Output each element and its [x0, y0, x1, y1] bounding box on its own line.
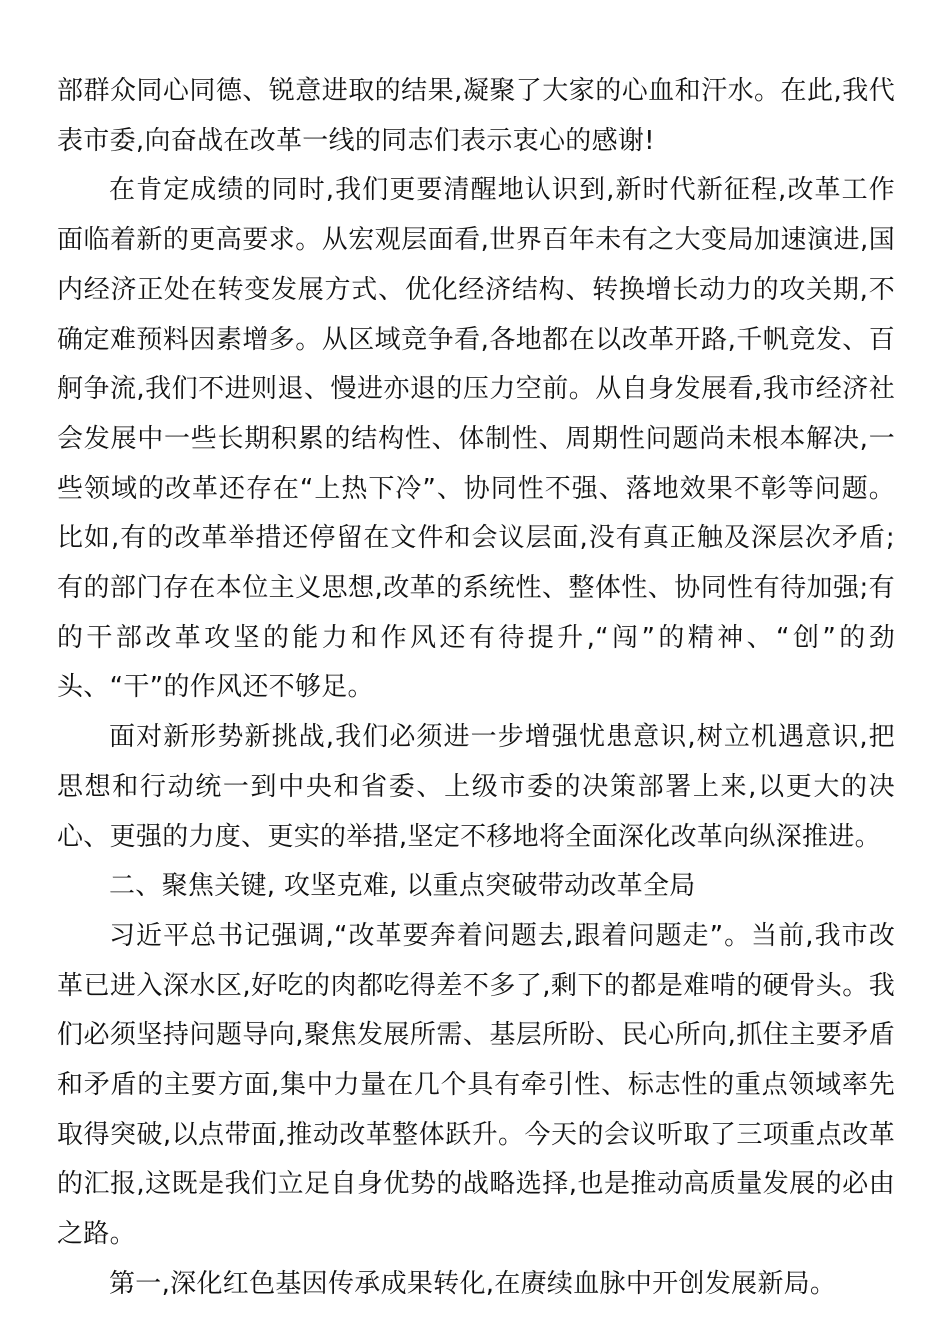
paragraph-problem-oriented: 习近平总书记强调,“改革要奔着问题去,跟着问题走”。当前,我市改革已进入深水区,好吃的肉都吃得差不多了,剩下的都是难啃的硬骨头。我们必须坚持问题导向,聚焦发展所需、基层所盼、民心所向,抓住主要矛盾和矛盾的主要方面,集中力量在几个具有牵引性、标志性的重点领域率先取得突破,以点带面,推动改革整体跃升。今天的会议听取了三项重点改革的汇报,这既是我们立足自身优势的战略选择,也是推动高质量发展的必由之路。	[57, 920, 895, 1250]
paragraph-first-point: 第一,深化红色基因传承成果转化,在赓续血脉中开创发展新局。	[109, 1268, 837, 1299]
paragraph-challenges: 在肯定成绩的同时,我们更要清醒地认识到,新时代新征程,改革工作面临着新的更高要求。从宏观层面看,世界百年未有之大变局加速演进,国内经济正处在转变发展方式、优化经济结构、转换增长动力的攻关期,不确定难预料因素增多。从区域竞争看,各地都在以改革开路,千帆竞发、百舸争流,我们不进则退、慢进亦退的压力空前。从自身发展看,我市经济社会发展中一些长期积累的结构性、体制性、周期性问题尚未根本解决,一些领域的改革还存在“上热下冷”、协同性不强、落地效果不彰等问题。比如,有的改革举措还停留在文件和会议层面,没有真正触及深层次矛盾;有的部门存在本位主义思想,改革的系统性、整体性、协同性有待加强;有的干部改革攻坚的能力和作风还有待提升,“闯”的精神、“创”的劲头、“干”的作风还不够足。	[57, 175, 895, 703]
paragraph-response: 面对新形势新挑战,我们必须进一步增强忧患意识,树立机遇意识,把思想和行动统一到中央和省委、上级市委的决策部署上来,以更大的决心、更强的力度、更实的举措,坚定不移地将全面深化改革向纵深推进。	[57, 722, 895, 852]
paragraph-thanks: 部群众同心同德、锐意进取的结果,凝聚了大家的心血和汗水。在此,我代表市委,向奋战在改革一线的同志们表示衷心的感谢!	[57, 76, 895, 156]
document-page	[57, 67, 895, 1310]
section-heading-two: 二、聚焦关键, 攻坚克难, 以重点突破带动改革全局	[109, 871, 696, 902]
